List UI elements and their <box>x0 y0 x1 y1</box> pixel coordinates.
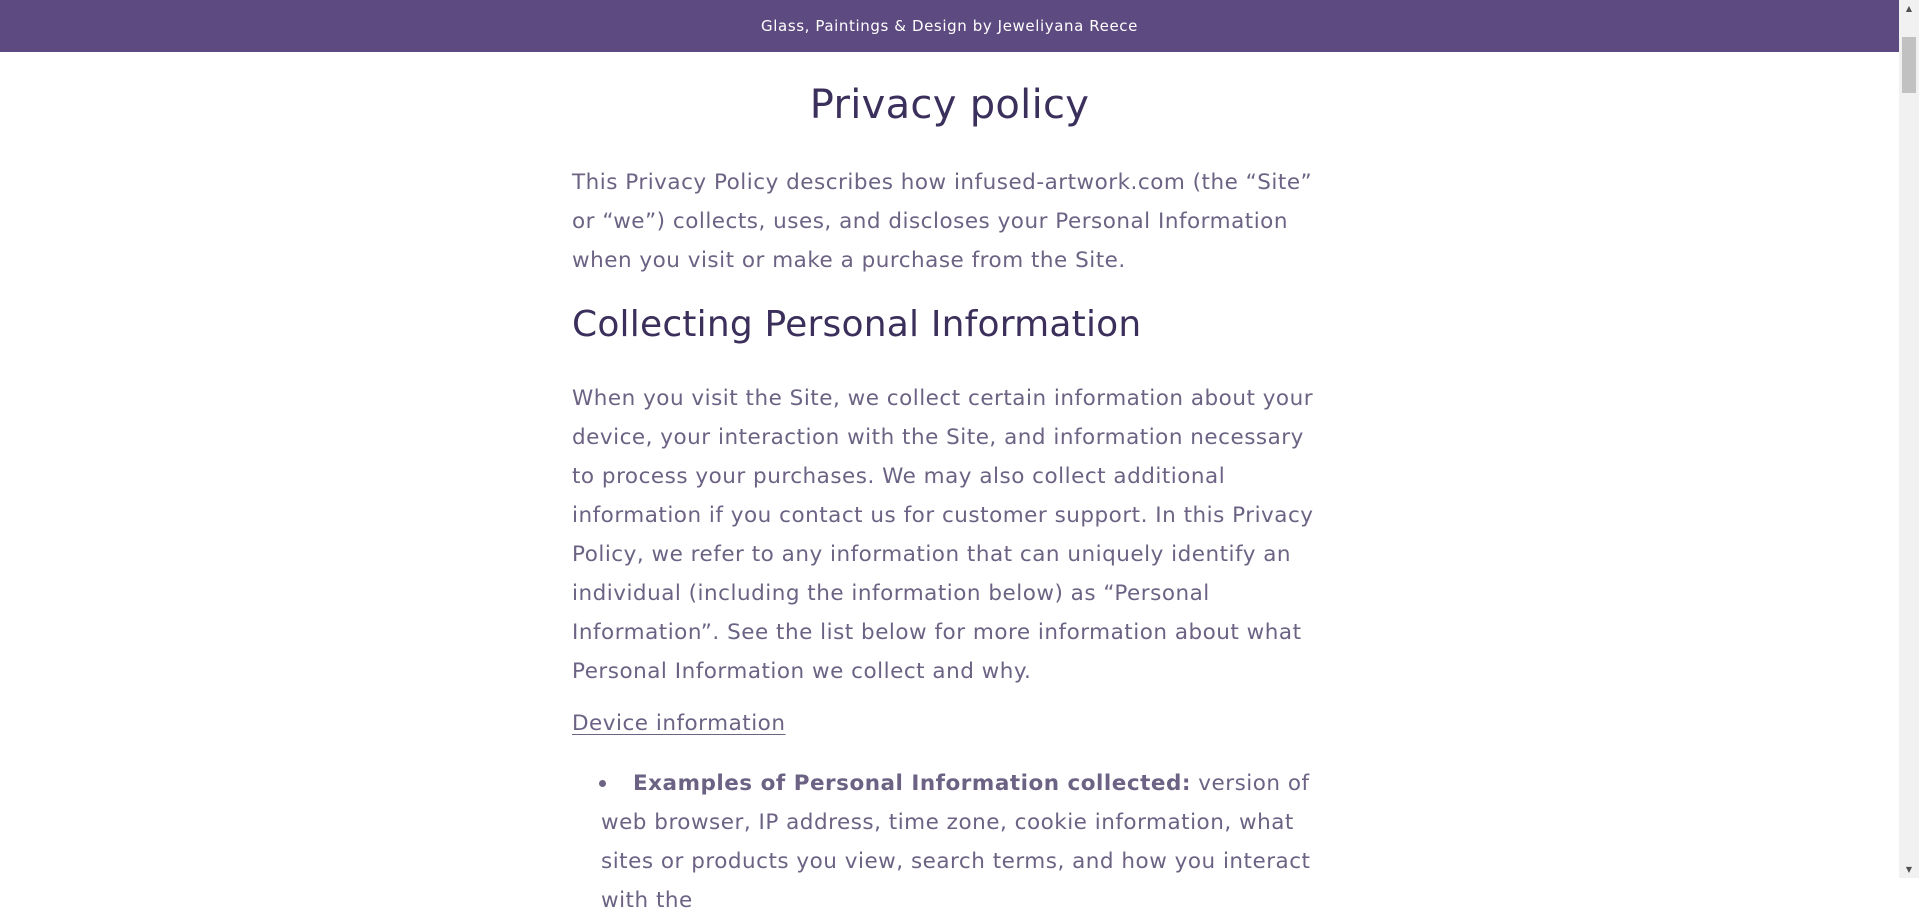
section-heading: Collecting Personal Information <box>572 304 1142 345</box>
bullet-label: Examples of Personal Information collected: <box>633 771 1191 796</box>
device-info-list <box>572 764 1332 920</box>
announcement-bar <box>0 0 1899 52</box>
page-title: Privacy policy <box>809 82 1090 128</box>
bullet-text: version of web browser, IP address, time zone, cookie information, what sites or products you view, search terms, and how you interact with the <box>601 771 1311 913</box>
bullet-icon <box>599 780 606 787</box>
triangle-down-icon[interactable]: ▼ <box>1905 865 1913 874</box>
list-item <box>572 764 1332 920</box>
scrollbar-thumb[interactable] <box>1902 37 1916 93</box>
main-content <box>0 52 1899 913</box>
vertical-scrollbar[interactable] <box>1899 0 1919 878</box>
announcement-text: Glass, Paintings & Design by Jeweliyana Reece <box>761 17 1138 35</box>
device-information-heading: Device information <box>572 711 786 736</box>
collecting-paragraph: When you visit the Site, we collect certain information about your device, your interaction with the Site, and information necessary to process your purchases. We may also collect additional information if you contact us for customer support. In this Privacy Policy, we refer to any information that can uniquely identify an individual (including the information below) as “Personal Information”. See the list below for more information about what Personal Information we collect and why. <box>572 386 1314 684</box>
intro-paragraph: This Privacy Policy describes how infused-artwork.com (the “Site” or “we”) collects, uses, and discloses your Personal Information when you visit or make a purchase from the Site. <box>572 170 1313 273</box>
triangle-up-icon[interactable]: ▲ <box>1905 4 1913 13</box>
